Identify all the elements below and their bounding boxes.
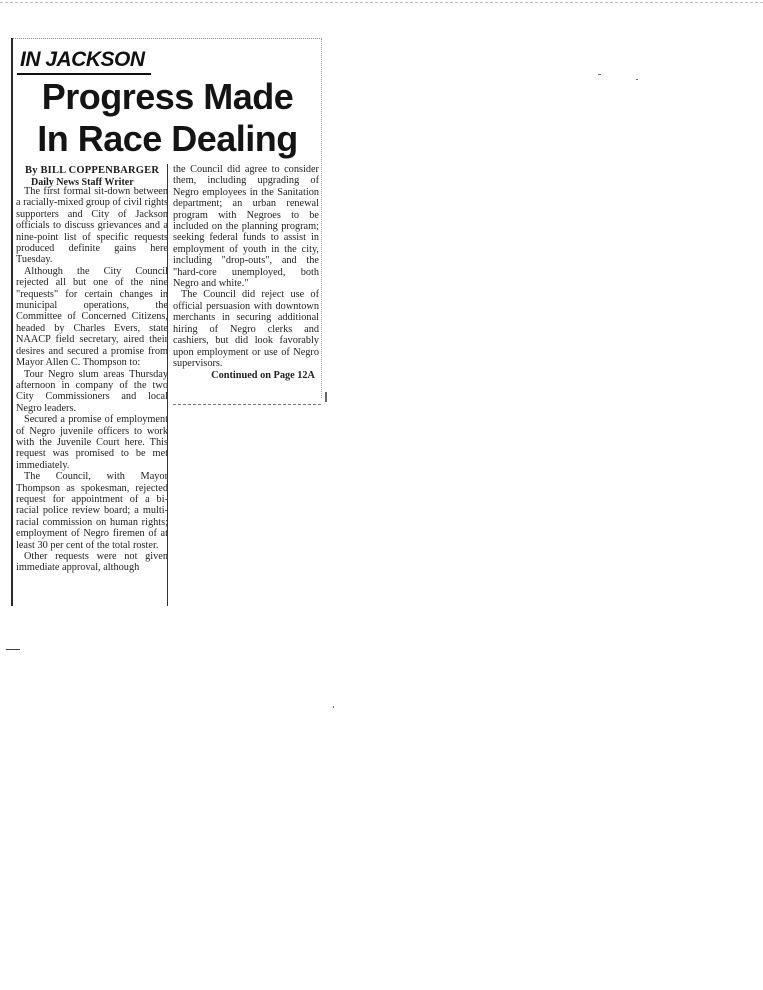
scan-mark: [6, 649, 20, 650]
scan-edge-line: [0, 2, 763, 3]
staff-line: Daily News Staff Writer: [31, 177, 134, 188]
headline-line-1: Progress Made: [41, 76, 294, 117]
column-divider: [167, 164, 168, 606]
paragraph: the Council did agree to consider them, including upgrading of Negro employees in the Sanitation department; an urban renewal program with Negroes to be included on the planning program; seeking federal funds to assist in employment of youth in the city, including "drop-outs", and the "hard-core unemployed, both Negro and white.": [173, 164, 319, 290]
headline-line-2: In Race Dealing: [37, 118, 298, 159]
clipping-left-rule: [11, 38, 13, 606]
paragraph: The Council, with Mayor Thompson as spokesman, rejected request for appointment of a bi-racial police review board; a multi-racial commission on human rights; employment of Negro firemen of at least 30 per cent of the total roster.: [16, 471, 168, 551]
scan-speck: [636, 79, 638, 80]
newspaper-clipping: [11, 38, 322, 608]
clipping-top-edge: [11, 38, 322, 39]
paragraph: Other requests were not given immediate approval, although: [16, 551, 168, 574]
kicker-label: IN JACKSON: [20, 48, 145, 71]
scan-speck: [333, 706, 334, 708]
paragraph: Tour Negro slum areas Thursday afternoon in company of the two City Commissioners and local Negro leaders.: [16, 368, 168, 414]
paragraph: The Council did reject use of official persuasion with downtown merchants in securing additional hiring of Negro clerks and cashiers, but did look favorably upon employment or use of Negro supervisors.: [173, 289, 319, 369]
right-column: [173, 164, 319, 382]
paragraph: Although the City Council rejected all but one of the nine "requests" for certain changes in municipal operations, the Committee of Concerned Citizens, headed by Charles Evers, state NAACP field secretary, aired their desires and secured a promise from Mayor Allen C. Thompson to:: [16, 265, 168, 369]
paragraph: Secured a promise of employment of Negro juvenile officers to work with the Juvenile Court here. This request was promised to be met immediately.: [16, 414, 168, 471]
scan-speck: [325, 392, 327, 402]
byline: By BILL COPPENBARGER: [25, 165, 160, 176]
paragraph: The first formal sit-down between a racially-mixed group of civil rights supporters and City of Jackson officials to discuss grievances and a nine-point list of specific requests produced definite gains here Tuesday.: [16, 186, 168, 266]
headline: [15, 76, 320, 160]
kicker-rule: [17, 73, 151, 75]
end-rule: [173, 404, 321, 405]
clipping-right-edge: [321, 38, 322, 398]
continued-line: Continued on Page 12A: [211, 370, 315, 382]
left-column: [16, 186, 168, 574]
scan-speck: [598, 74, 601, 75]
